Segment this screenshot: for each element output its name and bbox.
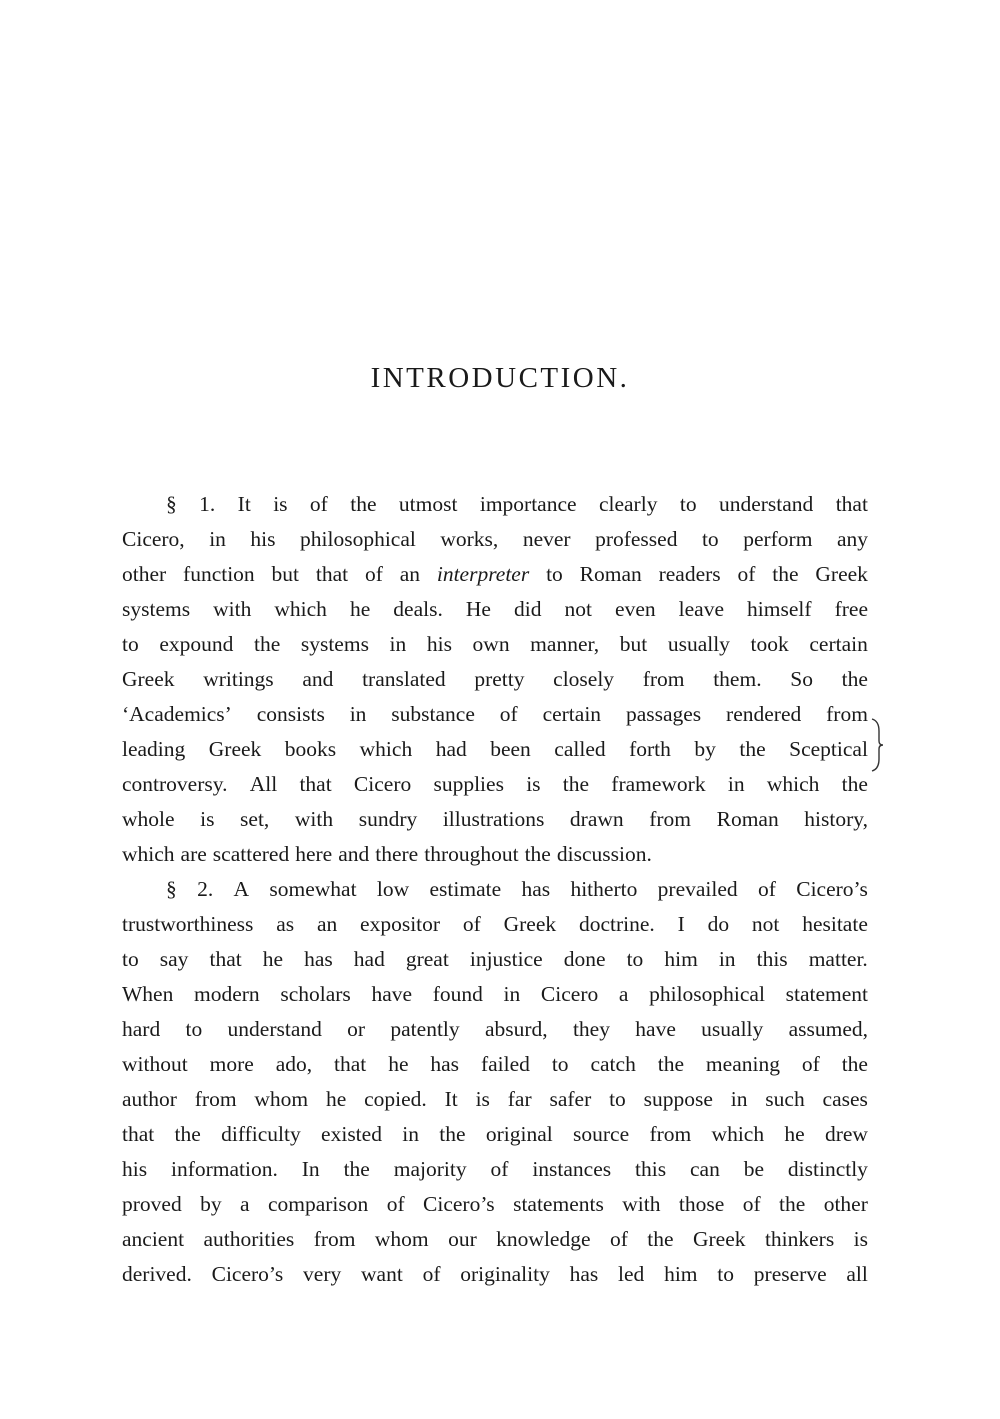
body-text: [122, 487, 868, 1292]
text-line: § 1. It is of the utmost importance clearly to understand that: [166, 492, 868, 516]
text-line: that the difficulty existed in the original source from which he drew: [122, 1122, 868, 1146]
text-line: without more ado, that he has failed to catch the meaning of the: [122, 1052, 868, 1076]
text-line: ‘Academics’ consists in substance of certain passages rendered from: [122, 702, 868, 726]
text-line: to expound the systems in his own manner, but usually took certain: [122, 632, 868, 656]
text-line: hard to understand or patently absurd, they have usually assumed,: [122, 1017, 868, 1041]
text-line: leading Greek books which had been called forth by the Sceptical: [122, 737, 868, 761]
text-line: trustworthiness as an expositor of Greek doctrine. I do not hesitate: [122, 912, 868, 936]
text-line: his information. In the majority of instances this can be distinctly: [122, 1157, 868, 1181]
text-line: systems with which he deals. He did not even leave himself free: [122, 597, 868, 621]
chapter-title: INTRODUCTION.: [370, 362, 630, 394]
text-line: ancient authorities from whom our knowledge of the Greek thinkers is: [122, 1227, 868, 1251]
text-line: which are scattered here and there throughout the discussion.: [122, 842, 652, 866]
text-line: proved by a comparison of Cicero’s statements with those of the other: [122, 1192, 868, 1216]
text-line: derived. Cicero’s very want of originality has led him to preserve all: [122, 1262, 868, 1286]
text-line: Greek writings and translated pretty closely from them. So the: [122, 667, 868, 691]
margin-brace-mark: [870, 717, 884, 773]
text-line: § 2. A somewhat low estimate has hitherto prevailed of Cicero’s: [166, 877, 868, 901]
text-line: to say that he has had great injustice done to him in this matter.: [122, 947, 868, 971]
text-line: controversy. All that Cicero supplies is the framework in which the: [122, 772, 868, 796]
text-line: author from whom he copied. It is far safer to suppose in such cases: [122, 1087, 868, 1111]
text-line: Cicero, in his philosophical works, never professed to perform any: [122, 527, 868, 551]
text-line: other function but that of an interpreter to Roman readers of the Greek: [122, 562, 868, 586]
text-line: whole is set, with sundry illustrations drawn from Roman history,: [122, 807, 868, 831]
text-line: When modern scholars have found in Cicero a philosophical statement: [122, 982, 868, 1006]
